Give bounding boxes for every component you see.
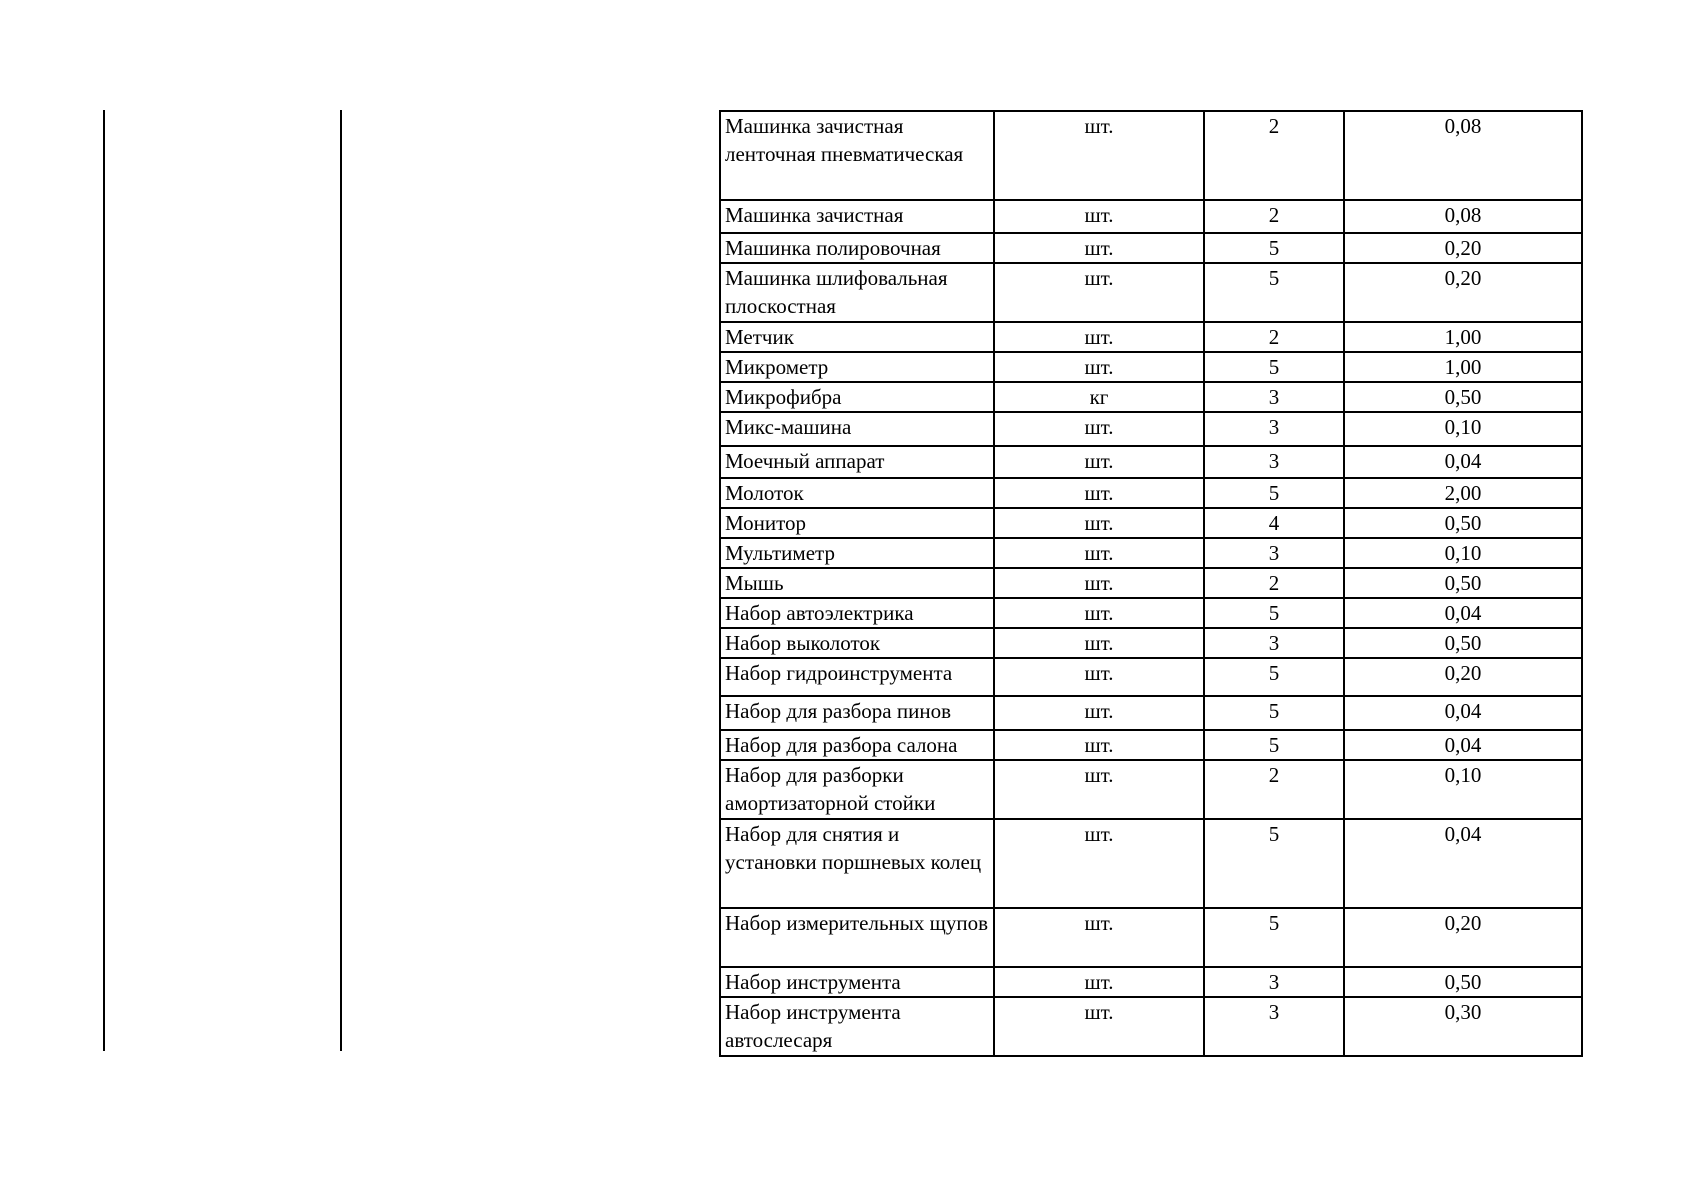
item-qty: 3: [1204, 382, 1344, 412]
item-name: Мышь: [720, 568, 994, 598]
item-unit: кг: [994, 382, 1204, 412]
item-value: 0,50: [1344, 967, 1582, 997]
item-qty: 3: [1204, 446, 1344, 478]
item-unit: шт.: [994, 997, 1204, 1056]
item-value: 0,50: [1344, 568, 1582, 598]
middle-column-border: [340, 110, 342, 1051]
table-row: [720, 382, 1582, 412]
item-qty: 5: [1204, 730, 1344, 760]
item-value: 0,50: [1344, 508, 1582, 538]
item-name: Набор для разбора пинов: [720, 696, 994, 730]
table-row: [720, 760, 1582, 819]
table-row: [720, 819, 1582, 908]
table-row: [720, 508, 1582, 538]
item-qty: 3: [1204, 412, 1344, 446]
item-name: Машинка шлифовальная плоскостная: [720, 263, 994, 322]
item-name: Набор гидроинструмента: [720, 658, 994, 696]
table-row: [720, 568, 1582, 598]
item-name: Молоток: [720, 478, 994, 508]
table-row: [720, 111, 1582, 200]
item-qty: 5: [1204, 352, 1344, 382]
item-unit: шт.: [994, 568, 1204, 598]
item-qty: 5: [1204, 233, 1344, 263]
item-value: 1,00: [1344, 352, 1582, 382]
item-value: 0,20: [1344, 658, 1582, 696]
item-unit: шт.: [994, 263, 1204, 322]
item-value: 0,10: [1344, 538, 1582, 568]
table-row: [720, 478, 1582, 508]
item-qty: 2: [1204, 760, 1344, 819]
item-qty: 5: [1204, 478, 1344, 508]
table-row: [720, 412, 1582, 446]
item-unit: шт.: [994, 658, 1204, 696]
item-name: Набор для снятия и установки поршневых колец: [720, 819, 994, 908]
item-unit: шт.: [994, 478, 1204, 508]
table-row: [720, 446, 1582, 478]
item-qty: 3: [1204, 967, 1344, 997]
item-qty: 5: [1204, 658, 1344, 696]
item-name: Моечный аппарат: [720, 446, 994, 478]
item-qty: 2: [1204, 322, 1344, 352]
item-unit: шт.: [994, 111, 1204, 200]
table-row: [720, 200, 1582, 233]
item-unit: шт.: [994, 233, 1204, 263]
item-name: Набор выколоток: [720, 628, 994, 658]
item-name: Микс-машина: [720, 412, 994, 446]
item-value: 0,50: [1344, 382, 1582, 412]
item-name: Набор измерительных щупов: [720, 908, 994, 967]
table-row: [720, 908, 1582, 967]
item-value: 0,10: [1344, 760, 1582, 819]
table-row: [720, 696, 1582, 730]
item-qty: 2: [1204, 200, 1344, 233]
item-name: Набор для разборки амортизаторной стойки: [720, 760, 994, 819]
table-row: [720, 598, 1582, 628]
item-unit: шт.: [994, 412, 1204, 446]
item-qty: 5: [1204, 263, 1344, 322]
left-column-border: [103, 110, 105, 1051]
item-value: 1,00: [1344, 322, 1582, 352]
table-row: [720, 263, 1582, 322]
item-unit: шт.: [994, 819, 1204, 908]
item-value: 0,30: [1344, 997, 1582, 1056]
item-value: 0,04: [1344, 819, 1582, 908]
item-qty: 5: [1204, 696, 1344, 730]
item-value: 0,04: [1344, 730, 1582, 760]
item-name: Микрометр: [720, 352, 994, 382]
item-value: 0,04: [1344, 696, 1582, 730]
table-row: [720, 538, 1582, 568]
item-qty: 4: [1204, 508, 1344, 538]
item-unit: шт.: [994, 322, 1204, 352]
table-row: [720, 628, 1582, 658]
item-value: 2,00: [1344, 478, 1582, 508]
item-qty: 2: [1204, 568, 1344, 598]
item-value: 0,04: [1344, 598, 1582, 628]
table-row: [720, 322, 1582, 352]
item-unit: шт.: [994, 908, 1204, 967]
table-row: [720, 233, 1582, 263]
item-unit: шт.: [994, 628, 1204, 658]
item-name: Монитор: [720, 508, 994, 538]
item-qty: 3: [1204, 997, 1344, 1056]
item-unit: шт.: [994, 967, 1204, 997]
table-row: [720, 967, 1582, 997]
item-unit: шт.: [994, 508, 1204, 538]
item-unit: шт.: [994, 760, 1204, 819]
item-value: 0,10: [1344, 412, 1582, 446]
item-unit: шт.: [994, 598, 1204, 628]
item-value: 0,04: [1344, 446, 1582, 478]
item-unit: шт.: [994, 200, 1204, 233]
item-value: 0,08: [1344, 200, 1582, 233]
item-value: 0,50: [1344, 628, 1582, 658]
table-row: [720, 352, 1582, 382]
item-unit: шт.: [994, 352, 1204, 382]
item-qty: 5: [1204, 598, 1344, 628]
item-unit: шт.: [994, 730, 1204, 760]
item-qty: 5: [1204, 819, 1344, 908]
table-row: [720, 730, 1582, 760]
item-value: 0,20: [1344, 908, 1582, 967]
item-name: Машинка зачистная ленточная пневматическая: [720, 111, 994, 200]
item-value: 0,08: [1344, 111, 1582, 200]
item-name: Мультиметр: [720, 538, 994, 568]
item-qty: 3: [1204, 628, 1344, 658]
item-qty: 3: [1204, 538, 1344, 568]
item-qty: 2: [1204, 111, 1344, 200]
item-qty: 5: [1204, 908, 1344, 967]
item-value: 0,20: [1344, 233, 1582, 263]
table-row: [720, 658, 1582, 696]
item-name: Набор для разбора салона: [720, 730, 994, 760]
item-unit: шт.: [994, 696, 1204, 730]
equipment-table: [719, 110, 1583, 1057]
item-name: Метчик: [720, 322, 994, 352]
item-unit: шт.: [994, 538, 1204, 568]
item-name: Микрофибра: [720, 382, 994, 412]
item-name: Набор инструмента: [720, 967, 994, 997]
item-unit: шт.: [994, 446, 1204, 478]
item-name: Набор инструмента автослесаря: [720, 997, 994, 1056]
table-row: [720, 997, 1582, 1056]
item-name: Машинка полировочная: [720, 233, 994, 263]
item-value: 0,20: [1344, 263, 1582, 322]
item-name: Набор автоэлектрика: [720, 598, 994, 628]
item-name: Машинка зачистная: [720, 200, 994, 233]
